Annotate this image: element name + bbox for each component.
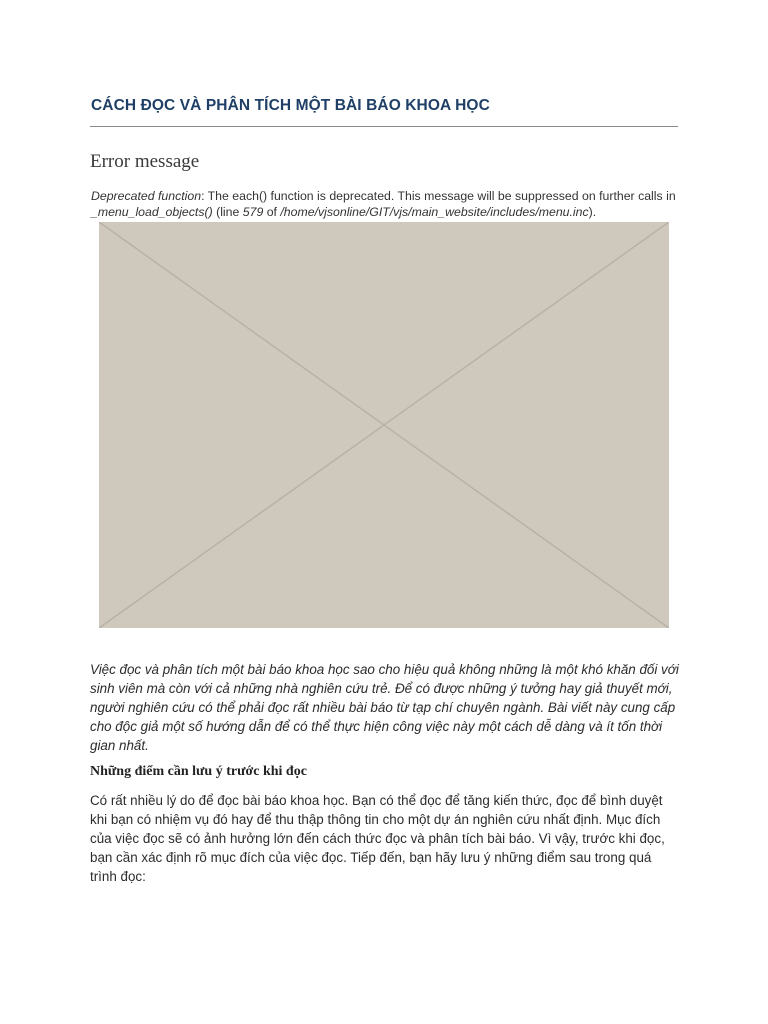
intro-paragraph: Việc đọc và phân tích một bài báo khoa học sao cho hiệu quả không những là một khó khăn đối với sinh viên mà còn với cả những nhà nghiên cứu trẻ. Để có được những ý tưởng hay giả thuyết mới, người nghiên cứu có thể phải đọc rất nhiều bài báo từ tạp chí chuyên ngành. Bài viết này cung cấp cho độc giả một số hướng dẫn để có thể thực hiện công việc này một cách dễ dàng và ít tốn thời gian nhất. bbox=[90, 662, 679, 753]
error-text: : The each() function is deprecated. This message will be suppressed on further calls in bbox=[201, 189, 676, 203]
error-label: Deprecated function bbox=[91, 189, 202, 203]
section-heading: Những điểm cần lưu ý trước khi đọc bbox=[90, 764, 307, 779]
error-line-number: 579 bbox=[242, 205, 264, 219]
photo-placeholder-graphic bbox=[99, 222, 669, 628]
error-message-heading: Error message bbox=[90, 151, 200, 172]
error-text: (line bbox=[212, 205, 243, 219]
body-paragraph: Có rất nhiều lý do để đọc bài báo khoa học. Bạn có thể đọc để tăng kiến thức, đọc để bình duyệt khi bạn có nhiệm vụ đó hay để thu thập thông tin cho một dự án nghiên cứu nhất định. Mục đích của việc đọc sẽ có ảnh hưởng lớn đến cách thức đọc và phân tích bài báo. Vì vậy, trước khi đọc, bạn cần xác định rõ mục đích của việc đọc. Tiếp đến, bạn hãy lưu ý những điểm sau trong quá trình đọc: bbox=[90, 793, 665, 884]
error-file-path: /home/vjsonline/GIT/vjs/main_website/includes/menu.inc bbox=[280, 205, 589, 219]
error-message-body bbox=[91, 188, 681, 220]
error-text: ). bbox=[588, 205, 597, 219]
article-title: CÁCH ĐỌC VÀ PHÂN TÍCH MỘT BÀI BÁO KHOA HỌC bbox=[91, 97, 490, 114]
title-divider bbox=[90, 126, 678, 127]
photo-placeholder bbox=[99, 222, 669, 628]
error-text: of bbox=[263, 205, 281, 219]
error-function-name: _menu_load_objects() bbox=[91, 205, 213, 219]
